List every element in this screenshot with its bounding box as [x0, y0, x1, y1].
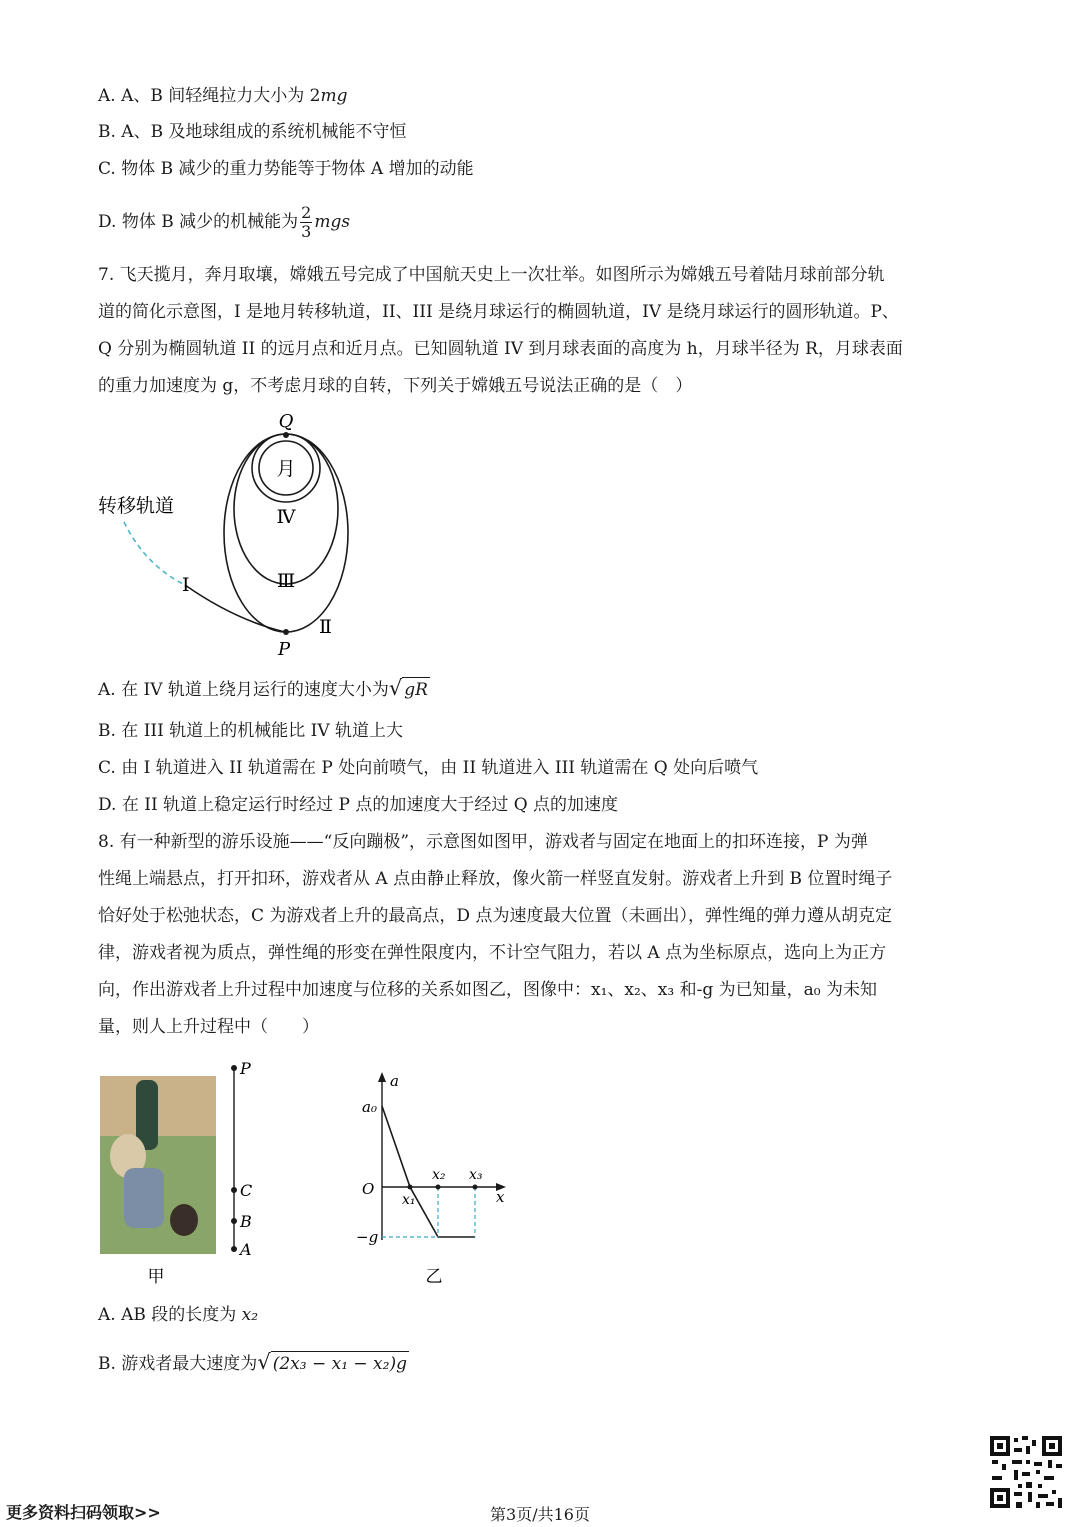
- sqrt-radicand: (2x₃ − x₁ − x₂)g: [271, 1351, 409, 1376]
- label-a: A: [240, 1240, 252, 1259]
- fraction-denominator: 3: [301, 222, 312, 241]
- q8-option-b-text: B. 游戏者最大速度为: [98, 1354, 258, 1374]
- q8-option-a-text: A. AB 段的长度为: [98, 1305, 242, 1325]
- label-orbit-ii: Ⅱ: [319, 616, 332, 638]
- point-b: [231, 1218, 237, 1224]
- fraction-numerator: 2: [301, 203, 312, 222]
- orbit-i: [185, 585, 285, 632]
- sqrt-symbol: √: [388, 676, 403, 700]
- transfer-orbit-dashed: [124, 522, 185, 585]
- label-neg-g: −g: [356, 1228, 379, 1246]
- point-q: [283, 432, 289, 438]
- q8-stem-line: 律，游戏者视为质点，弹性绳的形变在弹性限度内，不计空气阻力，若以 A 点为坐标原点，选向上为正方: [98, 943, 887, 963]
- label-a0: a₀: [362, 1098, 377, 1116]
- q7-option-a: [98, 676, 430, 702]
- label-q: Q: [278, 411, 294, 432]
- caption-jia: 甲: [147, 1267, 165, 1287]
- point-p: [231, 1065, 237, 1071]
- label-x1: x₁: [402, 1192, 416, 1208]
- q7-option-b: B. 在 III 轨道上的机械能比 IV 轨道上大: [98, 721, 404, 741]
- figure-jia: [98, 1060, 268, 1290]
- label-p: P: [240, 1060, 251, 1078]
- label-b: B: [240, 1212, 252, 1231]
- q6-option-b: B. A、B 及地球组成的系统机械能不守恒: [98, 122, 407, 142]
- q8-stem-line: 量，则人上升过程中（ ）: [98, 1017, 319, 1037]
- label-a-axis: a: [390, 1072, 399, 1090]
- sqrt-radicand: gR: [402, 677, 430, 702]
- a-axis-arrow: [378, 1072, 386, 1082]
- label-p: P: [277, 639, 291, 660]
- label-c: C: [240, 1181, 253, 1200]
- q7-stem-line: Q 分别为椭圆轨道 II 的远月点和近月点。已知圆轨道 IV 到月球表面的高度为 h，月球半径为 R，月球表面: [98, 339, 903, 359]
- q8-stem-line: 8. 有一种新型的游乐设施——“反向蹦极”，示意图如图甲，游戏者与固定在地面上的扣环连接，P 为弹: [98, 832, 868, 852]
- q8-option-a: [98, 1303, 258, 1327]
- q8-option-b: [98, 1350, 409, 1376]
- label-transfer-orbit: 转移轨道: [98, 495, 175, 517]
- q7-option-a-text: A. 在 IV 轨道上绕月运行的速度大小为: [98, 680, 389, 700]
- photo-body: [124, 1168, 164, 1228]
- q7-stem-line: 7. 飞天揽月，奔月取壤，嫦娥五号完成了中国航天史上一次壮举。如图所示为嫦娥五号着陆月球前部分轨: [98, 265, 885, 285]
- sqrt-symbol: √: [257, 1350, 271, 1374]
- footer-more-resources-link[interactable]: 更多资料扫码领取>>: [6, 1503, 161, 1522]
- q8-stem-line: 恰好处于松弛状态，C 为游戏者上升的最高点，D 点为速度最大位置（未画出），弹性绳的弹力遵从胡克定: [98, 906, 892, 926]
- point-x2: [436, 1185, 441, 1190]
- q6-option-d-text: D. 物体 B 减少的机械能为: [98, 212, 299, 232]
- label-orbit-i: I: [182, 574, 190, 596]
- q6-option-a: [98, 84, 348, 108]
- point-x3: [473, 1185, 478, 1190]
- label-orbit-iv: Ⅳ: [276, 506, 296, 528]
- fraction: [300, 204, 312, 241]
- figure-yi-graph: [350, 1070, 520, 1290]
- q7-option-c: C. 由 I 轨道进入 II 轨道需在 P 处向前喷气，由 II 轨道进入 III 轨道需在 Q 处向后喷气: [98, 758, 759, 778]
- qr-code-icon[interactable]: [988, 1434, 1064, 1510]
- moon-label: 月: [276, 458, 296, 480]
- caption-yi: 乙: [425, 1267, 443, 1287]
- label-origin: O: [362, 1180, 375, 1198]
- label-x-axis: x: [496, 1188, 505, 1206]
- label-orbit-iii: Ⅲ: [276, 570, 296, 592]
- q6-option-d-var: mgs: [314, 212, 351, 232]
- q8-stem-line: 向，作出游戏者上升过程中加速度与位移的关系如图乙，图像中：x₁、x₂、x₃ 和-g 为已知量，a₀ 为未知: [98, 980, 877, 1000]
- page-number: 第3页/共16页: [490, 1505, 590, 1524]
- q7-option-d: D. 在 II 轨道上稳定运行时经过 P 点的加速度大于经过 Q 点的加速度: [98, 795, 619, 815]
- q6-option-a-var: mg: [320, 86, 348, 106]
- q8-stem-line: 性绳上端悬点，打开扣环，游戏者从 A 点由静止释放，像火箭一样竖直发射。游戏者上升到 B 位置时绳子: [98, 869, 893, 889]
- q7-stem: [98, 257, 984, 405]
- lunar-orbit-diagram: [90, 405, 370, 660]
- q7-stem-line: 的重力加速度为 g，不考虑月球的自转，下列关于嫦娥五号说法正确的是（ ）: [98, 376, 693, 396]
- point-p: [283, 629, 289, 635]
- photo-helper: [170, 1204, 198, 1236]
- q6-option-a-text: A. A、B 间轻绳拉力大小为 2: [98, 86, 321, 106]
- q7-stem-line: 道的简化示意图，I 是地月转移轨道，II、III 是绕月球运行的椭圆轨道，IV 是绕月球运行的圆形轨道。P、: [98, 302, 899, 322]
- point-x1: [408, 1185, 413, 1190]
- acceleration-curve: [382, 1106, 475, 1237]
- point-c: [231, 1187, 237, 1193]
- q8-option-a-var: x₂: [241, 1305, 259, 1325]
- label-x3: x₃: [469, 1167, 483, 1183]
- point-a: [231, 1246, 237, 1252]
- q8-stem: [98, 824, 984, 1046]
- q6-option-d: [98, 198, 350, 246]
- label-x2: x₂: [432, 1167, 446, 1183]
- q6-option-c: C. 物体 B 减少的重力势能等于物体 A 增加的动能: [98, 159, 474, 179]
